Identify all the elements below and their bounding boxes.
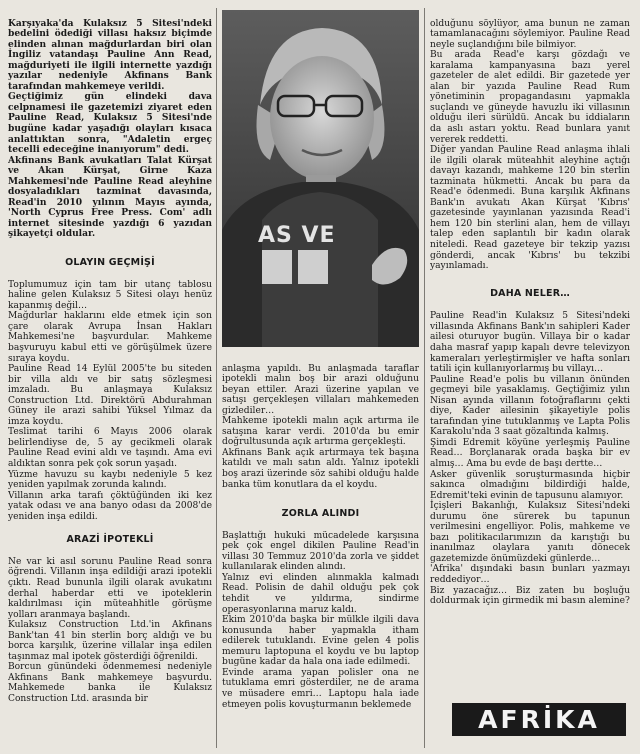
portrait-illustration: [222, 10, 419, 347]
article-body-2: Ne var ki asıl sorunu Pauline Read sonra öğrendi. Villanın inşa edildiği arazi ipotekli çıktı. Read bununla ilgili olarak avukatını derhal haberdar etti ve ipoteklerin kaldırılması için müteahhitle görüşme yolları aranmaya başlandı. Kulaksız Construction Ltd.'in Akfinans Bank'tan 41 bin sterlin borç aldığı ve bu borca karşılık, üzerine villalar inşa edilen taşınmaz mal ipotek gösterdiği öğrenildi. Borcun günündeki ödenmemesi nedeniyle Akfinans Bank mahkemeye başvurdu. Mahkemede banka ile Kulaksız Construction Ltd. arasında bir: [8, 556, 212, 704]
subheading-olayin-gecmisi: OLAYIN GEÇMİŞİ: [65, 256, 155, 268]
article-column-2: [222, 353, 419, 748]
article-intro: Karşıyaka'da Kulaksız 5 Sitesi'ndeki bedelini ödediği villası haksız biçimde elinden alınan mağdurlardan biri olan İngiliz vatandaşı Pauline Ann Read, mağduriyeti ile ilgili internette yazdığı yazılar nedeniyle Akfinans Bank tarafından mahkemeye verildi. Geçtiğimiz gün elindeki dava celpnamesi ile gazetemizi ziyaret eden Pauline Read, Kulaksız 5 Sitesi'nde bugüne kadar yaşadığı olayları kısaca anlattıktan sonra, "Adaletin ergeç tecelli edeceğine inanıyorum" dedi. Akfinans Bank avukatları Talat Kürşat ve Akan Kürşat, Girne Kaza Mahkemesi'nde Pauline Read aleyhine dosyaladıkları tazminat davasında, Read'in 2010 yılının Mayıs ayında, 'North Cyprus Free Press. Com' adlı internet sitesinde yazdığı 6 yazıdan şikayetçi oldular.: [8, 17, 212, 240]
article-column-3: [430, 8, 630, 700]
subheading-zorla-alindi: ZORLA ALINDI: [281, 507, 360, 519]
article-body-4: Başlattığı hukuki mücadelede karşısına pek çok engel dikilen Pauline Read'in villası 30 Temmuz 2010'da zorla ve şiddet kullanılarak elinden alındı. Yalnız evi elinden alınmakla kalmadı Read. Polisin de dahil olduğu pek çok tehdit ve yıldırma, sindirme operasyonlarına maruz kaldı. Ekim 2010'da başka bir mülkle ilgili dava konusunda haber yapmakla itham edilerek tutuklandı. Evine gelen 4 polis memuru laptopuna el koydu ve bu laptop bugüne kadar da hala ona iade edilmedi. Evinde arama yapan polisler ona ne tutuklama emri gösterdiler, ne de arama ve müsadere emri… Laptopu hala iade etmeyen polis kovuşturmanın beklemede: [222, 530, 419, 710]
portrait-photo: [222, 10, 419, 347]
article-body-6: Pauline Read'in Kulaksız 5 Sitesi'ndeki villasında Akfinans Bank'ın sahipleri Kader ailesi oturuyor bugün. Villaya bir o kadar daha masraf yapıp kapalı devre televizyon kameraları yerleştirmişler ve hafta sonları tatili için kullanıyorlarmış bu villayı… Pauline Read'e polis bu villanın önünden geçmeyi bile yasaklamış. Geçtiğimiz yılın Nisan ayında villanın fotoğraflarını çekti diye, Kader ailesinin şikayetiyle polis tarafından yine tutuklanmış ve Lapta Polis Karakolu'nda 3 saat gözaltında kalmış. Şimdi Edremit köyüne yerleşmiş Pauline Read… Borçlanarak orada başka bir ev almış… Ama bu evde de başı dertte… Asker güvenlik soruşturmasında hiçbir sakınca olmadığını bildirdiği halde, Edremit'teki evinin de tapusunu alamıyor. İçişleri Bakanlığı, Kulaksız Sitesi'ndeki durumu öne sürerek bu tapunun verilmesini engelliyor. Polis, mahkeme ve bazı politikacılarımızın da karıştığı bu inanılmaz olaylara yanıtı dönecek gazetemizde önümüzdeki günlerde… 'Afrika' dışındaki basın bunları yazmayı reddediyor… Biz yazacağız… Biz zaten bu boşluğu doldurmak için girmedik mi basın alemine?: [430, 311, 630, 607]
shirt-text: AS VE: [258, 223, 336, 248]
subheading-daha-neler: DAHA NELER…: [490, 288, 570, 300]
afrika-logo: [452, 703, 626, 736]
article-column-1: [8, 8, 212, 748]
column-divider-1: [216, 8, 217, 748]
article-body-5: olduğunu söylüyor, ama bunun ne zaman tamamlanacağını söylemiyor. Pauline Read neyle suçlandığını bile bilmiyor. Bu arada Read'e karşı gözdağı ve karalama kampanyasına bazı yerel gazeteler de alet edildi. Bir gazetede yer alan bir yazıda Pauline Read Rum yönetiminin propagandasını yapmakla suçlandı ve güneyde havuzlu iki villasının olduğu ileri sürüldü. Ancak bu iddiaların da aslı astarı yoktu. Read bunlara yanıt vererek reddetti. Diğer yandan Pauline Read anlaşma ihlali ile ilgili olarak müteahhit aleyhine açtığı davayı kazandı, mahkeme 120 bin sterlin tazminata hükmetti. Ancak bu para da Read'e ödenmedi. Buna karşılık Akfinans Bank'ın avukatı Akan Kürşat 'Kıbrıs' gazetesinde yayınlanan yazısında Read'i hem 120 bin sterlini alan, hem de villayı talep eden saplantılı bir kadın olarak niteledi. Read gazeteye bir tekzip yazısı gönderdi, ancak 'Kıbrıs' bu tekzibi yayınlamadı.: [430, 18, 630, 272]
article-body-1: Toplumumuz için tam bir utanç tablosu haline gelen Kulaksız 5 Sitesi olayı henüz kapanmış değil… Mağdurlar haklarını elde etmek için son çare olarak Avrupa İnsan Hakları Mahkemesi'ne başvurdular. Mahkeme başvuruyu kabul etti ve görüşülmek üzere sıraya koydu. Pauline Read 14 Eylül 2005'te bu siteden bir villa aldı ve bir satış sözleşmesi imzaladı. Bu anlaşmaya Kulaksız Construction Ltd. Direktörü Abdurahman Güney ile arazi sahibi Yüksel Yılmaz da imza koydu. Teslimat tarihi 6 Mayıs 2006 olarak belirlendiyse de, 5 ay gecikmeli olarak Pauline Read evini aldı ve taşındı. Ama evi aldıktan sonra pek çok sorun yaşadı. Yüzme havuzu su kaybı nedeniyle 5 kez yeniden yapılmak zorunda kalındı. Villanın arka tarafı çöktüğünden iki kez yatak odası ve ana banyo odası da 2008'de yeniden inşa edildi.: [8, 279, 212, 522]
subheading-arazi-ipotekli: ARAZİ İPOTEKLİ: [66, 533, 154, 545]
column-divider-2: [424, 8, 425, 748]
article-body-3: anlaşma yapıldı. Bu anlaşmada taraflar ipotekli malın boş bir arazi olduğunu beyan ettiler. Arazi üzerine yapılan ve satışı gerçekleşen villaları mahkemeden gizlediler… Mahkeme ipotekli malın açık artırma ile satışına karar verdi. 2010'da bu emir doğrultusunda açık artırma gerçekleşti. Akfinans Bank açık artırmaya tek başına katıldı ve malı satın aldı. Yalnız ipotekli boş arazi üzerinde söz sahibi olduğu halde banka tüm konutlara da el koydu.: [222, 363, 419, 490]
afrika-logo-text: AFRİKA: [478, 705, 600, 734]
